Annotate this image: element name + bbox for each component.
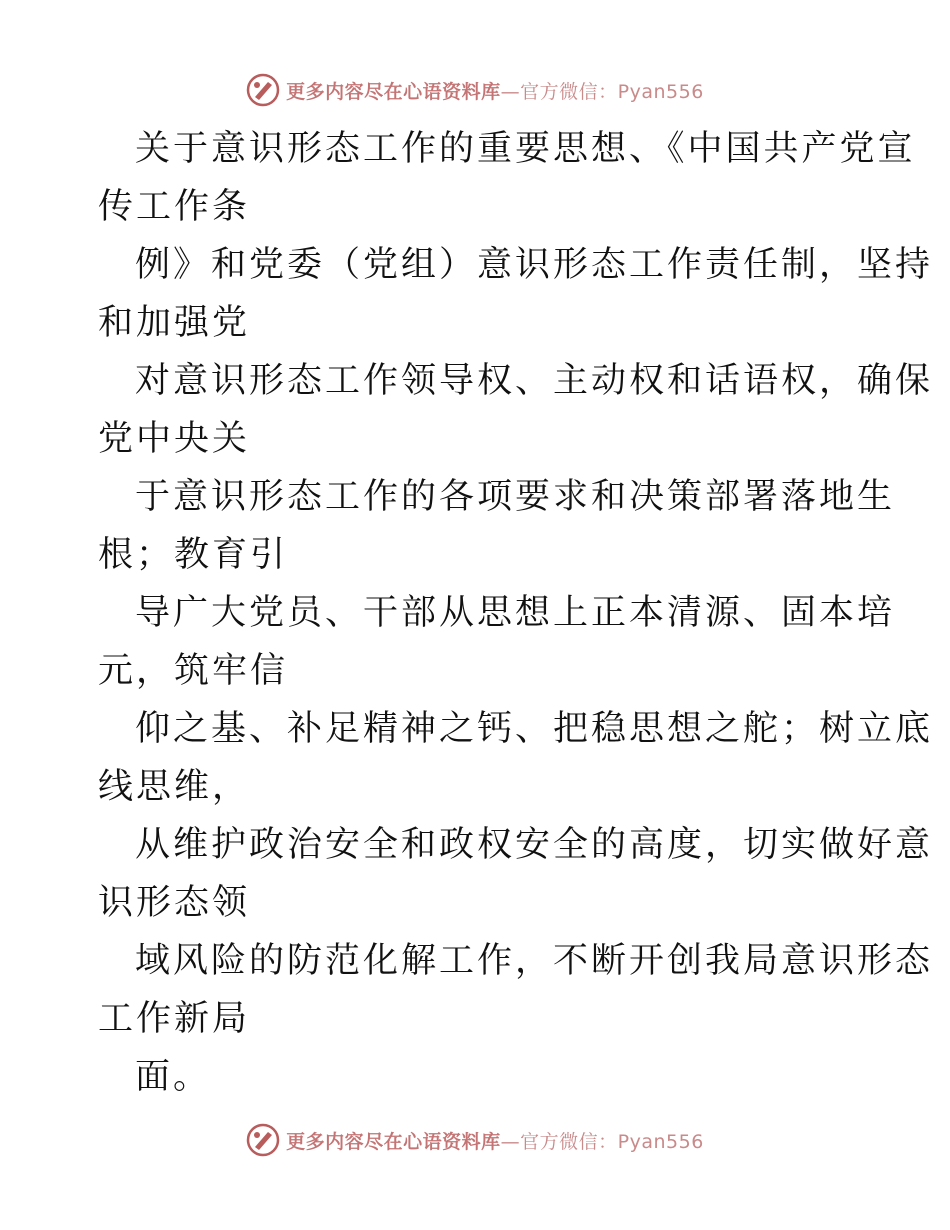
watermark-text: 更多内容尽在心语资料库 — [286, 80, 501, 103]
text-line: 面。 — [135, 1057, 212, 1097]
text-line: 从维护政治安全和政权安全的高度，切实做好意 — [135, 825, 934, 865]
watermark-suffix: —官方微信：Pyan556 — [500, 1130, 704, 1153]
text-line: 对意识形态工作领导权、主动权和话语权，确保 — [135, 361, 934, 401]
text-line: 识形态领 — [98, 883, 251, 923]
header-watermark — [0, 70, 950, 110]
text-line: 导广大党员、干部从思想上正本清源、固本培 — [135, 593, 896, 633]
pen-logo-icon — [246, 1123, 280, 1157]
watermark-text: 更多内容尽在心语资料库 — [286, 1130, 501, 1153]
text-line: 仰之基、补足精神之钙、把稳思想之舵；树立底 — [135, 709, 934, 749]
text-line: 根；教育引 — [98, 535, 289, 575]
text-line: 例》和党委（党组）意识形态工作责任制，坚持 — [135, 245, 934, 285]
text-line: 元，筑牢信 — [98, 651, 289, 691]
text-line: 关于意识形态工作的重要思想、《中国共产党宣 — [135, 129, 916, 169]
text-line: 线思维， — [98, 767, 251, 807]
text-line: 工作新局 — [98, 999, 251, 1039]
text-line: 传工作条 — [98, 187, 251, 227]
text-line: 于意识形态工作的各项要求和决策部署落地生 — [135, 477, 896, 517]
text-line: 和加强党 — [98, 303, 251, 343]
watermark-suffix: —官方微信：Pyan556 — [500, 80, 704, 103]
text-line: 党中央关 — [98, 419, 251, 459]
pen-logo-icon — [246, 73, 280, 107]
footer-watermark — [0, 1120, 950, 1160]
text-line: 域风险的防范化解工作，不断开创我局意识形态 — [135, 941, 934, 981]
